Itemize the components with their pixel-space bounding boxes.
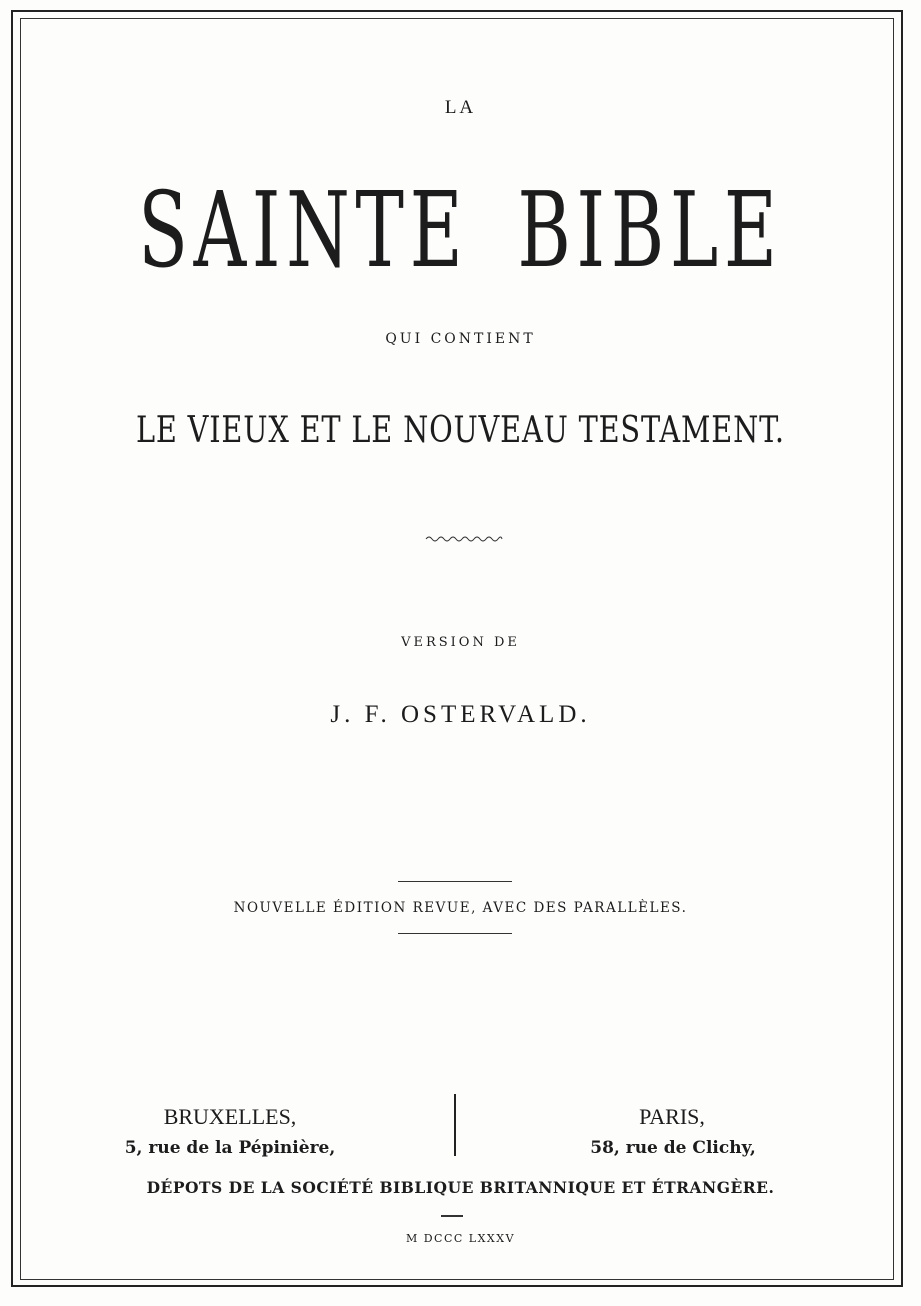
- right-city: PARIS,: [639, 1104, 705, 1129]
- title-article: LA: [444, 97, 477, 118]
- subtitle-small: QUI CONTIENT: [385, 331, 536, 347]
- edition-rule-bottom: [398, 933, 512, 934]
- main-title: [138, 169, 783, 291]
- imprint-divider: [454, 1094, 456, 1156]
- date-rule: [441, 1215, 463, 1217]
- author-name: J. F. OSTERVALD.: [330, 701, 591, 728]
- edition-note: NOUVELLE ÉDITION REVUE, AVEC DES PARALLÈLES.: [233, 900, 688, 916]
- wavy-ornament: [424, 533, 504, 543]
- title-word-bible: BIBLE: [517, 169, 783, 291]
- subtitle-large: LE VIEUX ET LE NOUVEAU TESTAMENT.: [135, 410, 785, 451]
- version-label: VERSION DE: [401, 635, 520, 650]
- left-address: 5, rue de la Pépinière,: [124, 1138, 336, 1158]
- right-address: 58, rue de Clichy,: [590, 1138, 756, 1158]
- publication-date: M DCCC LXXXV: [405, 1232, 516, 1245]
- edition-rule-top: [398, 881, 512, 882]
- title-word-sainte: SAINTE: [138, 169, 469, 291]
- left-city: BRUXELLES,: [163, 1104, 297, 1129]
- depots-line: DÉPOTS DE LA SOCIÉTÉ BIBLIQUE BRITANNIQUE ET ÉTRANGÈRE.: [146, 1178, 775, 1197]
